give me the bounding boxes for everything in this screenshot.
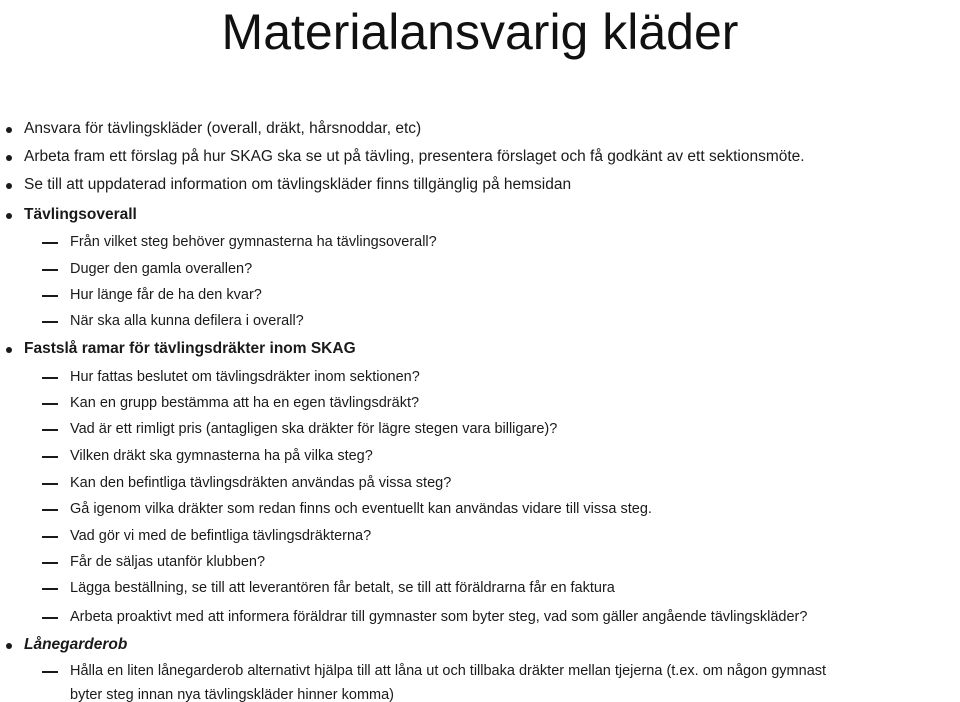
dash-marker bbox=[42, 429, 58, 431]
item-text: Hålla en liten lånegarderob alternativt hjälpa till att låna ut och tillbaka dräkter mellan tjejerna (t.ex. om någon gymnast bbox=[70, 663, 827, 679]
dash-marker bbox=[42, 483, 58, 485]
item-text: Se till att uppdaterad information om tävlingskläder finns tillgänglig på hemsidan bbox=[24, 176, 572, 193]
dash-marker bbox=[42, 295, 58, 297]
dash-marker bbox=[42, 562, 58, 564]
item-text: Från vilket steg behöver gymnasterna ha tävlingsoverall? bbox=[70, 234, 437, 250]
item-text: Vad gör vi med de befintliga tävlingsdräkterna? bbox=[70, 528, 372, 544]
item-text: Hur fattas beslutet om tävlingsdräkter inom sektionen? bbox=[70, 369, 420, 385]
bullet-marker bbox=[6, 127, 12, 133]
bullet-marker bbox=[6, 183, 12, 189]
bullet-marker bbox=[6, 155, 12, 161]
item-text: Fastslå ramar för tävlingsdräkter inom SKAG bbox=[24, 340, 356, 357]
dash-marker bbox=[42, 269, 58, 271]
item-text: Ansvara för tävlingskläder (overall, dräkt, hårsnoddar, etc) bbox=[24, 120, 422, 137]
item-text: byter steg innan nya tävlingskläder hinner komma) bbox=[70, 687, 394, 702]
item-text: Duger den gamla overallen? bbox=[70, 261, 253, 277]
item-text: Lägga beställning, se till att leverantören får betalt, se till att föräldrarna får en faktura bbox=[70, 580, 615, 596]
item-text: Kan en grupp bestämma att ha en egen tävlingsdräkt? bbox=[70, 395, 420, 411]
item-text: Kan den befintliga tävlingsdräkten användas på vissa steg? bbox=[70, 475, 452, 491]
item-text: Arbeta proaktivt med att informera föräldrar till gymnaster som byter steg, vad som gäller angående tävlingskläder? bbox=[70, 609, 808, 625]
dash-marker bbox=[42, 377, 58, 379]
item-text: Vilken dräkt ska gymnasterna ha på vilka steg? bbox=[70, 448, 373, 464]
dash-marker bbox=[42, 242, 58, 244]
slide-title: Materialansvarig kläder bbox=[221, 4, 739, 60]
bullet-marker bbox=[6, 213, 12, 219]
item-text: Hur länge får de ha den kvar? bbox=[70, 287, 262, 303]
dash-marker bbox=[42, 671, 58, 673]
bullet-marker bbox=[6, 643, 12, 649]
item-text: Arbeta fram ett förslag på hur SKAG ska se ut på tävling, presentera förslaget och få godkänt av ett sektionsmöte. bbox=[24, 148, 805, 165]
dash-marker bbox=[42, 403, 58, 405]
bullet-marker bbox=[6, 347, 12, 353]
dash-marker bbox=[42, 456, 58, 458]
item-text: Lånegarderob bbox=[24, 636, 128, 653]
dash-marker bbox=[42, 536, 58, 538]
item-text: Får de säljas utanför klubben? bbox=[70, 554, 266, 570]
dash-marker bbox=[42, 588, 58, 590]
item-text: När ska alla kunna defilera i overall? bbox=[70, 313, 304, 329]
item-text: Tävlingsoverall bbox=[24, 206, 137, 223]
dash-marker bbox=[42, 321, 58, 323]
item-text: Gå igenom vilka dräkter som redan finns och eventuellt kan användas vidare till vissa steg. bbox=[70, 501, 652, 517]
dash-marker bbox=[42, 509, 58, 511]
item-text: Vad är ett rimligt pris (antagligen ska dräkter för lägre stegen vara billigare)? bbox=[70, 421, 558, 437]
dash-marker bbox=[42, 617, 58, 619]
